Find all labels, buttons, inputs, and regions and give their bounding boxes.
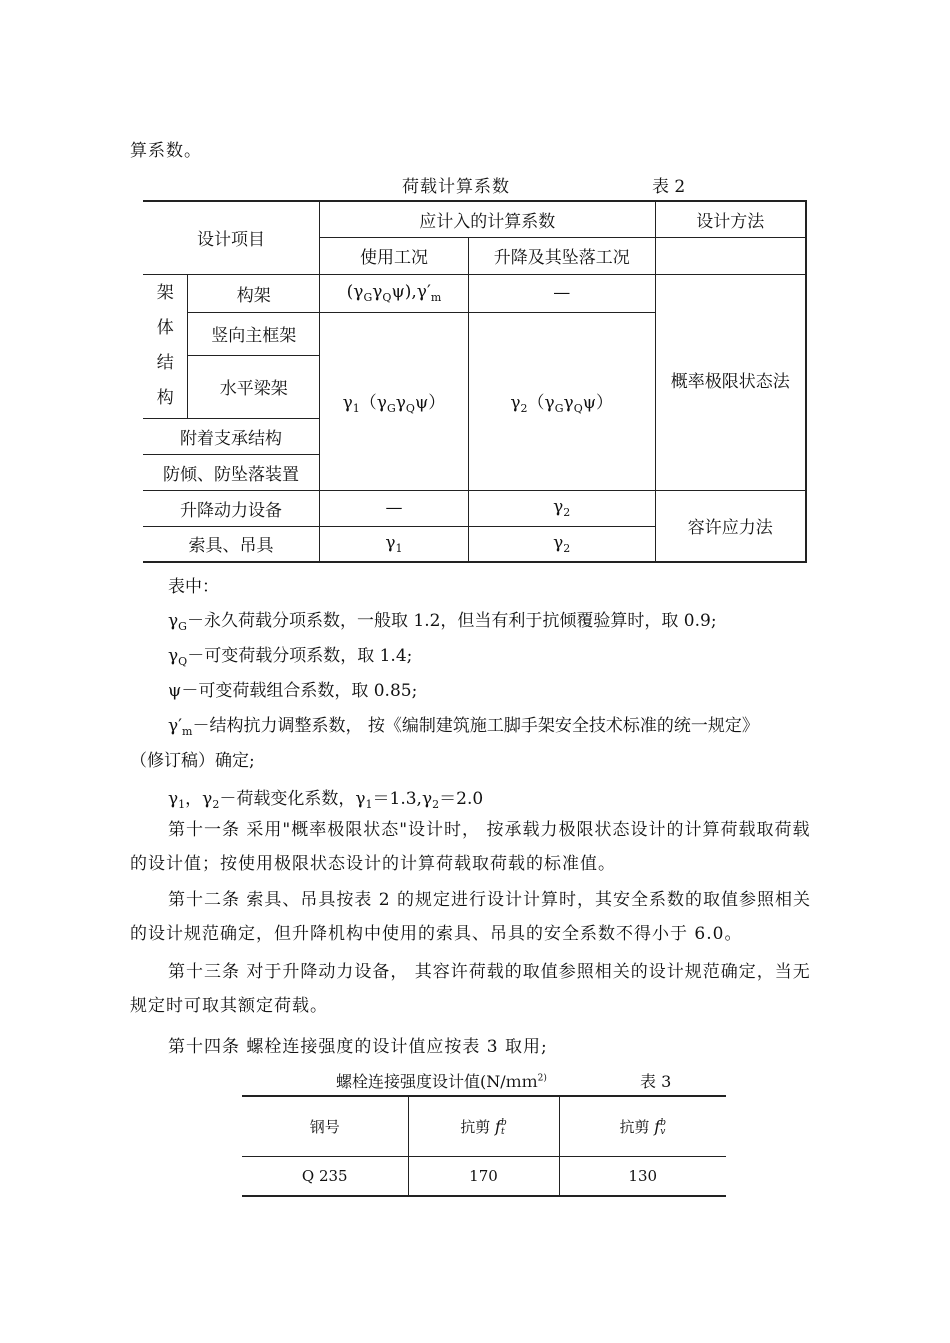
table3-number: 表 3: [640, 1072, 672, 1091]
table3-caption: 螺栓连接强度设计值(N/ｍｍ$^{2)}$: [336, 1072, 547, 1091]
header-use-condition: 使用工况: [320, 237, 469, 274]
cell-power-use: —: [320, 490, 469, 526]
cell-mid-lift: $\gamma_2(\gamma_G\gamma_Q\psi)$: [468, 312, 655, 490]
table2-caption: 荷载计算系数: [402, 177, 510, 197]
row-vertical-frame: 竖向主框架: [188, 312, 320, 355]
cell-rig-lift: $\gamma_2$: [468, 526, 655, 562]
t3-header-steel: 钢号: [242, 1096, 408, 1156]
cell-rig-use: $\gamma_1$: [320, 526, 469, 562]
row-lift-power: 升降动力设备: [143, 490, 320, 526]
table2-number: 表 2: [652, 177, 686, 197]
method-probability: 概率极限状态法: [655, 274, 806, 490]
intro-text: 算系数。: [130, 141, 202, 161]
article-12: 第十二条 索具、吊具按表 2 的规定进行设计计算时，其安全系数的取值参照相关的设计规范确定，但升降机构中使用的索具、吊具的安全系数不得小于 6.0。: [130, 890, 812, 944]
article-13: 第十三条 对于升降动力设备， 其容许荷载的取值参照相关的设计规范确定，当无规定时可取其额定荷载。: [130, 962, 811, 1016]
header-lift-condition: 升降及其坠落工况: [468, 237, 655, 274]
header-design-item: 设计项目: [143, 201, 320, 274]
bolt-strength-table: [242, 1095, 726, 1197]
cell-gou-lift: —: [468, 274, 655, 312]
cell-power-lift: $\gamma_2$: [468, 490, 655, 526]
row-attached-support: 附着支承结构: [143, 418, 320, 454]
t3-row-steel: Q 235: [242, 1156, 408, 1196]
row-horizontal-beam: 水平梁架: [188, 355, 320, 418]
header-method: 设计方法: [655, 201, 806, 237]
note-gamma-g: $\gamma_G-$永久荷载分项系数，一般取 1.2，但当有利于抗倾覆验算时，取 0.9;: [168, 611, 717, 633]
header-coeff-group: 应计入的计算系数: [320, 201, 656, 237]
t3-row-shear-v: 130: [559, 1156, 726, 1196]
row-rigging: 索具、吊具: [143, 526, 320, 562]
method-allowable: 容许应力法: [655, 490, 806, 562]
article-14: 第十四条 螺栓连接强度的设计值应按表 3 取用;: [168, 1037, 548, 1057]
row-gou-jia: 构架: [188, 274, 320, 312]
load-coefficient-table: [143, 200, 807, 563]
t3-header-shear-t: 抗剪 f b t: [408, 1096, 559, 1156]
row-anti-fall: 防倾、防坠落装置: [143, 454, 320, 490]
cell-gou-use: $(\gamma_G\gamma_Q\psi),\gamma'_m$: [320, 274, 469, 312]
header-method-blank: [655, 237, 806, 274]
note-gamma-m: $\gamma'_m-$结构抗力调整系数， 按《编制建筑施工脚手架安全技术标准的统一规定》: [168, 716, 759, 738]
note-psi: ψ－可变荷载组合系数，取 0.85;: [168, 681, 418, 701]
notes-title: 表中：: [168, 577, 219, 597]
article-11: 第十一条 采用"概率极限状态"设计时， 按承载力极限状态设计的计算荷载取荷载的设计值；按使用极限状态设计的计算荷载取荷载的标准值。: [130, 820, 811, 874]
note-gamma-q: $\gamma_Q-$可变荷载分项系数，取 1.4;: [168, 646, 413, 668]
note-gamma-m-cont: （修订稿）确定;: [130, 751, 255, 771]
t3-header-shear-v: 抗剪 f b v: [559, 1096, 726, 1156]
note-gamma-change: $\gamma_1$，$\gamma_2-$荷载变化系数，$\gamma_1=1.3,\gamma_2=2.0$: [168, 789, 484, 811]
frame-structure-label: 架 体 结 构: [143, 274, 188, 418]
t3-row-shear-t: 170: [408, 1156, 559, 1196]
cell-mid-use: $\gamma_1(\gamma_G\gamma_Q\psi)$: [320, 312, 469, 490]
